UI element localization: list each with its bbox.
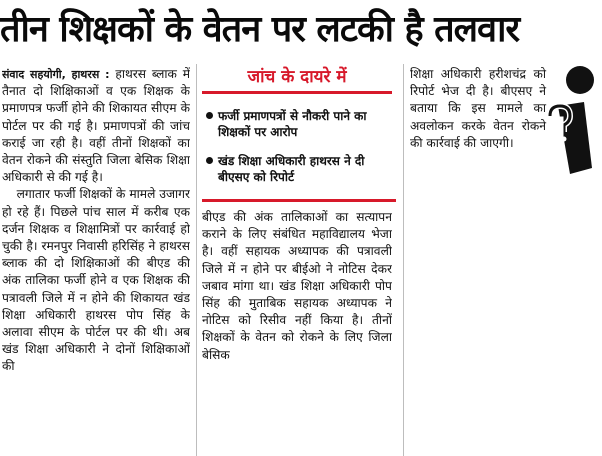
article-column-2	[202, 209, 392, 454]
paragraph-3: बीएड की अंक तालिकाओं का सत्यापन कराने के लिए संबंधित महाविद्यालय भेजा है। वहीं सहायक अध्यापक की पत्रावली जिले में न होने पर बीईओ ने नोटिस देकर जबाव मांगा था। खंड शिक्षा अधिकारी पोप सिंह की मुताबिक सहायक अध्यापक ने नोटिस को रिसीव नहीं किया है। तीनों शिक्षकों के वेतन को रोकने के लिए जिला बेसिक	[202, 210, 392, 362]
column-divider-1	[196, 64, 197, 456]
article-column-1	[2, 66, 190, 454]
article-column-3	[410, 66, 546, 152]
sidebar-top-rule	[202, 91, 392, 94]
sidebar-bottom-rule	[202, 199, 396, 202]
bullet-dot-icon	[206, 157, 213, 164]
bullet-dot-icon	[206, 112, 213, 119]
sidebar-bullet-1-text: फर्जी प्रमाणपत्रों से नौकरी पाने का शिक्षकों पर आरोप	[218, 109, 367, 139]
dateline: संवाद सहयोगी, हाथरस :	[2, 68, 110, 81]
sidebar-title: जांच के दायरे में	[247, 67, 347, 87]
paragraph-1	[2, 66, 190, 186]
question-person-icon	[548, 62, 602, 182]
paragraph-4: शिक्षा अधिकारी हरीशचंद्र को रिपोर्ट भेज दी है। बीएसए ने बताया कि इस मामले का अवलोकन करके वेतन रोकने की कार्रवाई की जाएगी।	[410, 67, 546, 150]
headline: तीन शिक्षकों के वेतन पर लटकी है तलवार	[0, 9, 520, 50]
sidebar-bullet-1	[204, 108, 394, 140]
column-divider-2	[403, 64, 404, 456]
sidebar-bullet-2	[204, 153, 394, 185]
paragraph-2: लगातार फर्जी शिक्षकों के मामले उजागर हो रहे हैं। पिछले पांच साल में करीब एक दर्जन शिक्षक व शिक्षामित्रों पर कार्रवाई हो चुकी है। रमनपुर निवासी हरिसिंह ने हाथरस ब्लाक की दो शिक्षिकाओं की बीएड की अंक तालिका फर्जी होने व एक शिक्षक की पत्रावली जिले में न होने की शिकायत खंड शिक्षा अधिकारी हाथरस पोप सिंह के अलावा सीएम के पोर्टल पर की थी। अब खंड शिक्षा अधिकारी ने दोनों शिक्षिकाओं की	[2, 187, 190, 374]
sidebar-bullet-2-text: खंड शिक्षा अधिकारी हाथरस ने दी बीएसए को रिपोर्ट	[218, 154, 365, 184]
paragraph-1-text: हाथरस ब्लाक में तैनात दो शिक्षिकाओं व एक शिक्षक के प्रमाणपत्र फर्जी होने की शिकायत सीएम के पोर्टल पर की गई है। प्रमाणपत्रों की जांच कराई जा रही है। वहीं तीनों शिक्षकों का वेतन रोकने की संस्तुति जिला बेसिक शिक्षा अधिकारी से की गई है।	[2, 67, 190, 185]
